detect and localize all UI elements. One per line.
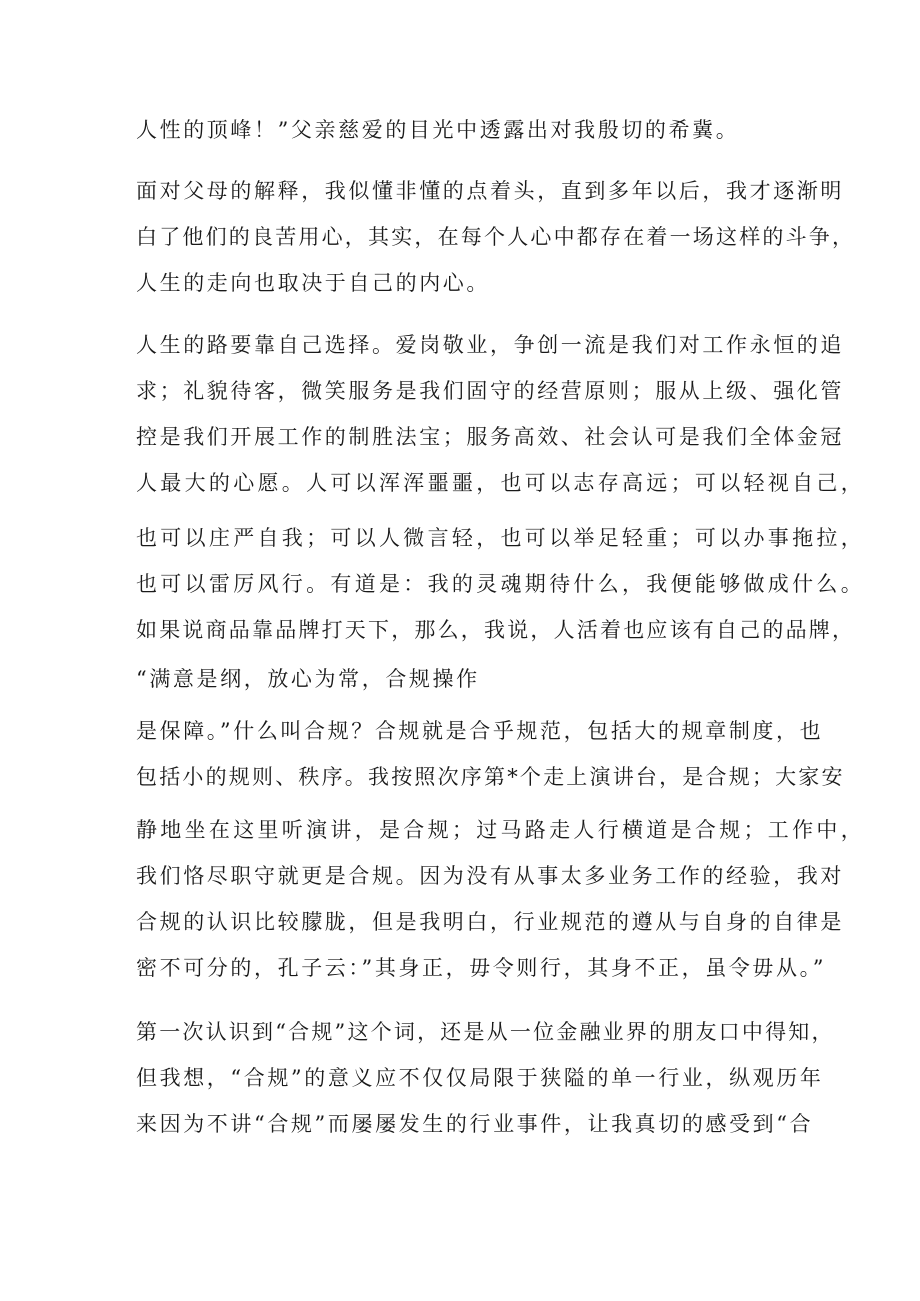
text-line: 但我想，“合规”的意义应不仅仅局限于狭隘的单一行业，纵观历年 — [136, 1066, 824, 1090]
text-line: 第一次认识到“合规”这个词，还是从一位金融业界的朋友口中得知， — [136, 1020, 835, 1044]
text-line: 静地坐在这里听演讲，是合规；过马路走人行横道是合规；工作中， — [136, 818, 865, 842]
text-line: 面对父母的解释，我似懂非懂的点着头，直到多年以后，我才逐渐明 — [136, 179, 844, 203]
text-line: 控是我们开展工作的制胜法宝；服务高效、社会认可是我们全体金冠 — [136, 425, 844, 449]
text-line: 人生的走向也取决于自己的内心。 — [136, 271, 490, 295]
text-line: 求；礼貌待客，微笑服务是我们固守的经营原则；服从上级、强化管 — [136, 379, 844, 403]
text-line: 人性的顶峰！”父亲慈爱的目光中透露出对我殷切的希冀。 — [136, 118, 740, 142]
text-line: 如果说商品靠品牌打天下，那么，我说，人活着也应该有自己的品牌， — [136, 618, 856, 642]
text-line: 包括小的规则、秩序。我按照次序第*个走上演讲台，是合规；大家安 — [136, 765, 845, 789]
text-line: 人最大的心愿。人可以浑浑噩噩，也可以志存高远；可以轻视自己， — [136, 471, 865, 495]
text-line: 来因为不讲“合规”而屡屡发生的行业事件，让我真切的感受到“合 — [136, 1112, 814, 1136]
text-line: 白了他们的良苦用心，其实，在每个人心中都存在着一场这样的斗争， — [136, 225, 856, 249]
text-line: 我们恪尽职守就更是合规。因为没有从事太多业务工作的经验，我对 — [136, 864, 844, 888]
text-line: 也可以雷厉风行。有道是：我的灵魂期待什么，我便能够做成什么。 — [136, 572, 865, 596]
text-line: 也可以庄严自我；可以人微言轻，也可以举足轻重；可以办事拖拉， — [136, 526, 865, 550]
text-line: 密不可分的，孔子云：”其身正，毋令则行，其身不正，虽令毋从。” — [136, 956, 827, 980]
text-line: 人生的路要靠自己选择。爱岗敬业，争创一流是我们对工作永恒的追 — [136, 333, 844, 357]
text-line: 是保障。”什么叫合规？合规就是合乎规范，包括大的规章制度，也 — [136, 719, 824, 743]
text-line: “满意是纲，放心为常，合规操作 — [136, 667, 480, 691]
text-line: 合规的认识比较朦胧，但是我明白，行业规范的遵从与自身的自律是 — [136, 910, 844, 934]
